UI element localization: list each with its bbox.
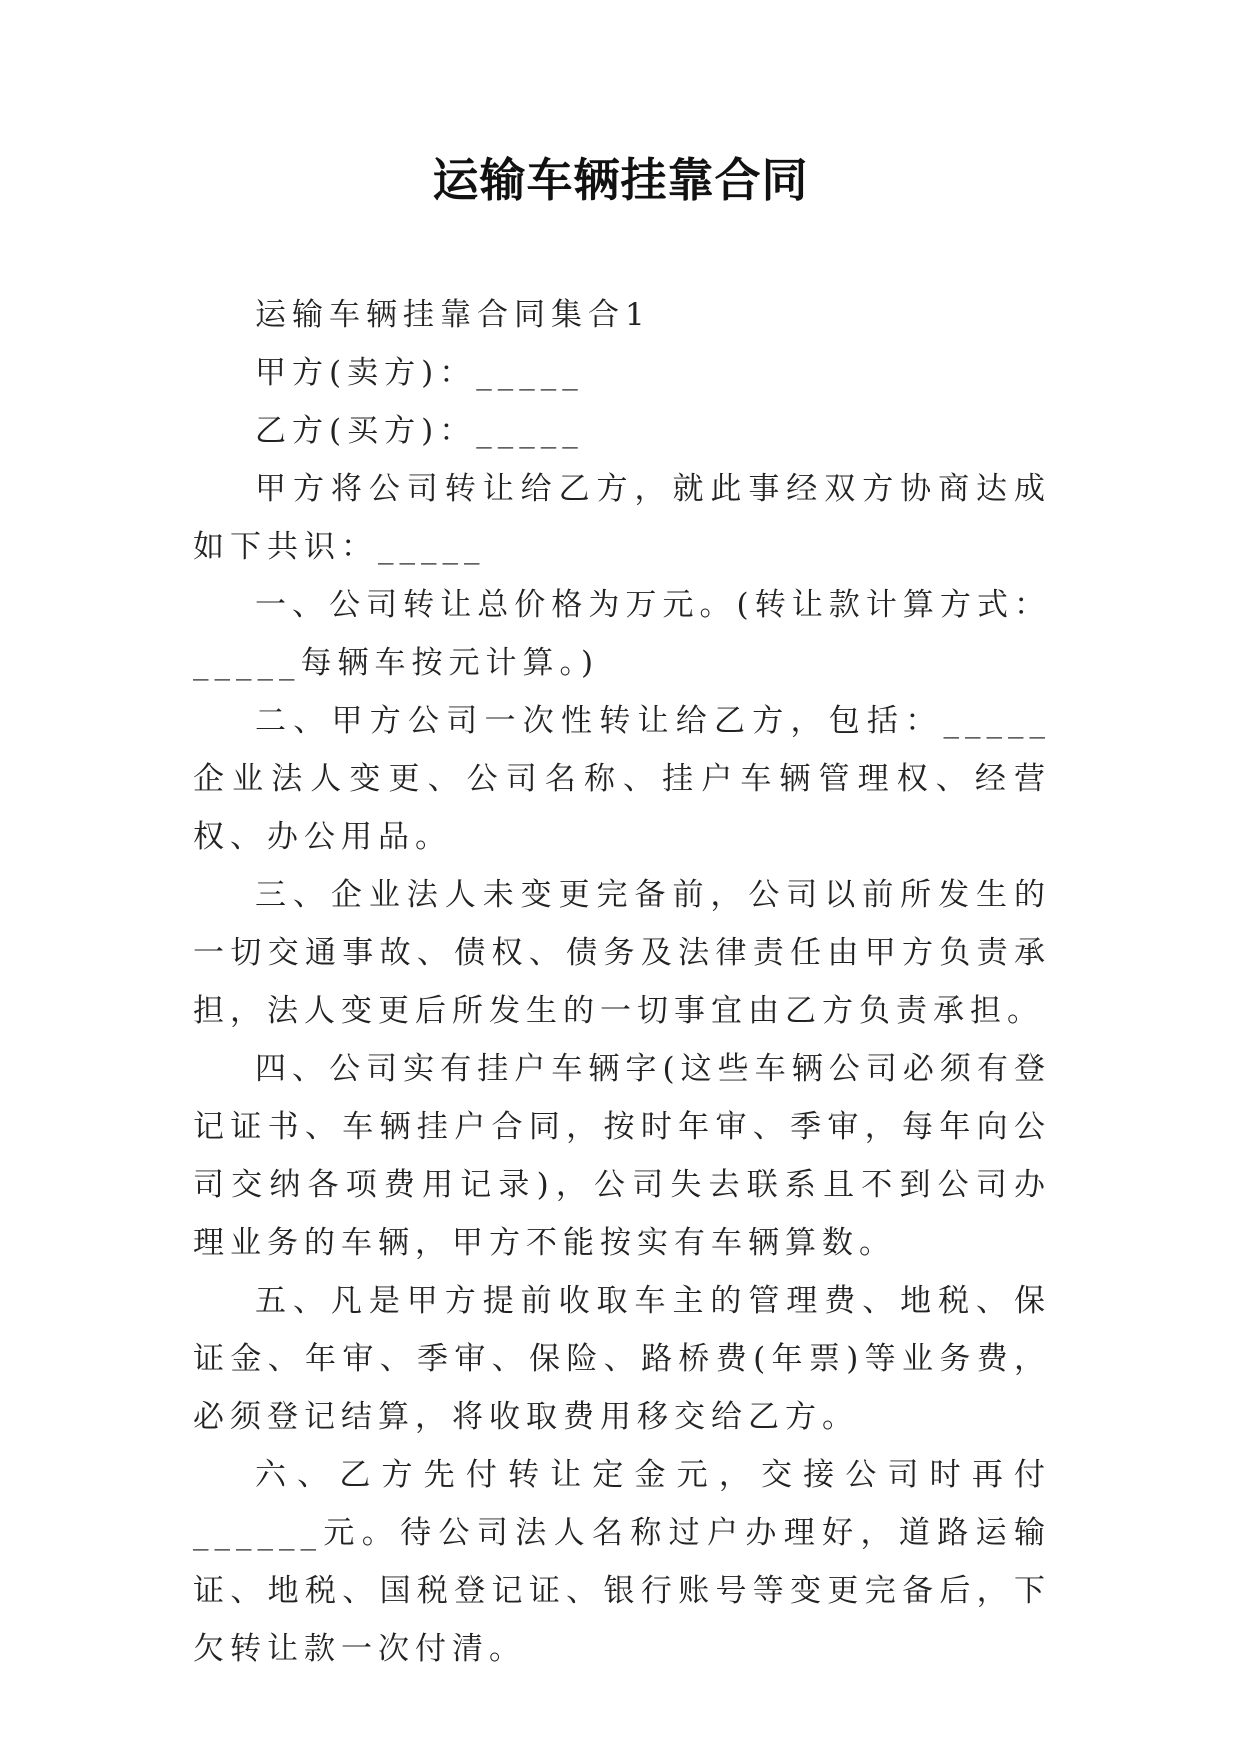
paragraph-party-a: 甲方(卖方)：_____ [255,355,584,391]
paragraph-clause-3: 三、企业法人未变更完备前，公司以前所发生的一切交通事故、债权、债务及法律责任由甲方负责承担，法人变更后所发生的一切事宜由乙方负责承担。 [193,877,1051,1029]
paragraph-clause-5: 五、凡是甲方提前收取车主的管理费、地税、保证金、年审、季审、保险、路桥费(年票)等业务费，必须登记结算，将收取费用移交给乙方。 [193,1283,1051,1435]
paragraph-clause-1: 一、公司转让总价格为万元。(转让款计算方式：_____每辆车按元计算。) [193,587,1051,681]
paragraph-clause-2: 二、甲方公司一次性转让给乙方，包括：_____企业法人变更、公司名称、挂户车辆管理权、经营权、办公用品。 [193,703,1051,855]
paragraph-clause-4: 四、公司实有挂户车辆字(这些车辆公司必须有登记证书、车辆挂户合同，按时年审、季审，每年向公司交纳各项费用记录)，公司失去联系且不到公司办理业务的车辆，甲方不能按实有车辆算数。 [193,1051,1051,1261]
document-body [193,286,1051,1678]
document-title: 运输车辆挂靠合同 [432,153,809,207]
paragraph-clause-6: 六、乙方先付转让定金元，交接公司时再付______元。待公司法人名称过户办理好，道路运输证、地税、国税登记证、银行账号等变更完备后，下欠转让款一次付清。 [193,1457,1051,1667]
paragraph-preamble: 甲方将公司转让给乙方，就此事经双方协商达成如下共识：_____ [193,471,1051,565]
paragraph-collection-heading: 运输车辆挂靠合同集合1 [255,297,651,333]
paragraph-party-b: 乙方(买方)：_____ [255,413,584,449]
